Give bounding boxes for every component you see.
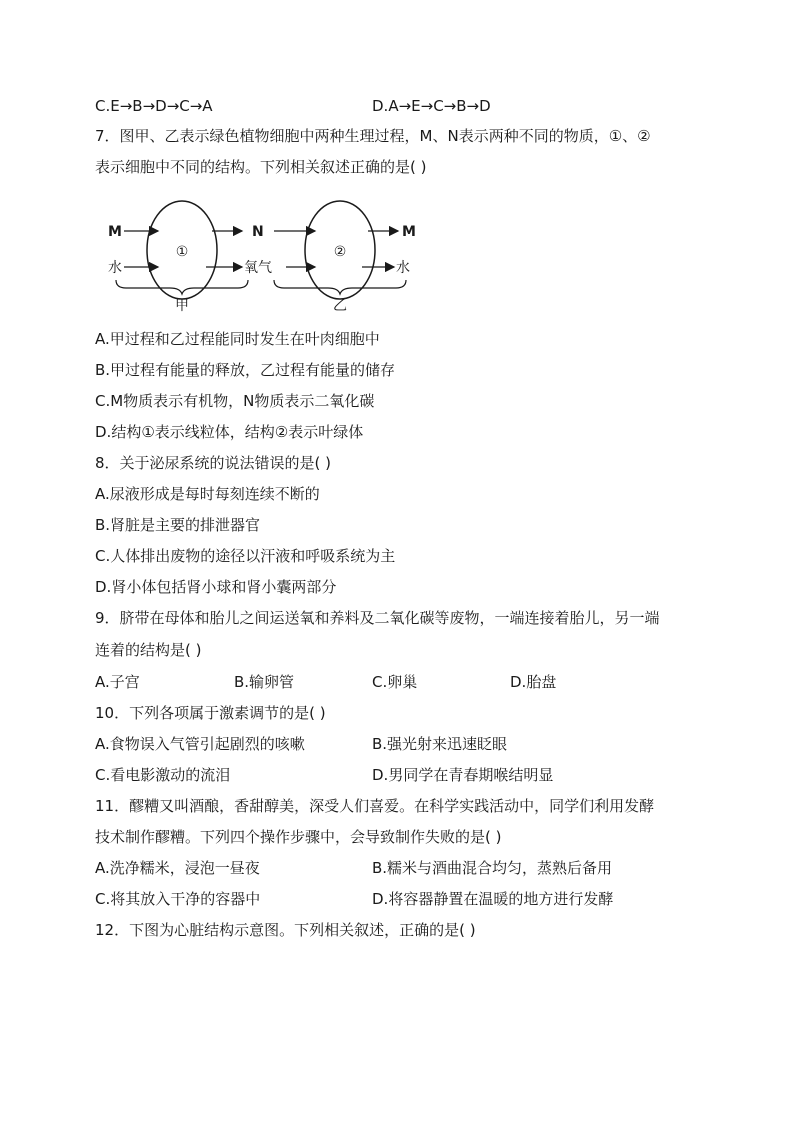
q9-option-b: B.输卵管 (234, 673, 295, 691)
q9-option-c: C.卵巢 (372, 673, 418, 691)
label-water-left: 水 (108, 260, 122, 276)
label-structure-2: ② (333, 244, 347, 260)
q11-stem-line1: 11．醪糟又叫酒酿，香甜醇美，深受人们喜爱。在科学实践活动中，同学们利用发酵 (95, 797, 655, 815)
q10-option-d: D.男同学在青春期喉结明显 (372, 766, 554, 784)
label-n: N (252, 224, 264, 240)
q8-stem: 8．关于泌尿系统的说法错误的是( ) (95, 454, 332, 472)
label-yi: 乙 (333, 298, 347, 314)
q9-option-a: A.子宫 (95, 673, 140, 691)
q10-stem: 10．下列各项属于激素调节的是( ) (95, 704, 326, 722)
q8-option-a: A.尿液形成是每时每刻连续不断的 (95, 485, 320, 503)
label-m-right: M (402, 224, 416, 240)
q8-option-c: C.人体排出废物的途径以汗液和呼吸系统为主 (95, 547, 396, 565)
brace-yi (274, 280, 406, 294)
q10-option-c: C.看电影激动的流泪 (95, 766, 231, 784)
q10-option-b: B.强光射来迅速眨眼 (372, 735, 508, 753)
photosynthesis-respiration-diagram (100, 194, 430, 319)
q10-option-a: A.食物误入气管引起剧烈的咳嗽 (95, 735, 305, 753)
q7-option-b: B.甲过程有能量的释放，乙过程有能量的储存 (95, 361, 396, 379)
q8-option-d: D.肾小体包括肾小球和肾小囊两部分 (95, 578, 337, 596)
q11-option-d: D.将容器静置在温暖的地方进行发酵 (372, 890, 614, 908)
q9-option-d: D.胎盘 (510, 673, 557, 691)
q7-option-c: C.M物质表示有机物，N物质表示二氧化碳 (95, 392, 375, 410)
q7-stem-line2: 表示细胞中不同的结构。下列相关叙述正确的是( ) (95, 158, 427, 176)
q6-option-d: D.A→E→C→B→D (372, 97, 491, 115)
label-water-right: 水 (396, 260, 410, 276)
q9-stem-line1: 9．脐带在母体和胎儿之间运送氧和养料及二氧化碳等废物，一端连接着胎儿，另一端 (95, 609, 660, 627)
q11-option-c: C.将其放入干净的容器中 (95, 890, 261, 908)
label-m-left: M (108, 224, 122, 240)
label-jia: 甲 (175, 298, 189, 314)
q7-option-a: A.甲过程和乙过程能同时发生在叶肉细胞中 (95, 330, 380, 348)
q12-stem: 12．下图为心脏结构示意图。下列相关叙述，正确的是( ) (95, 921, 476, 939)
q9-stem-line2: 连着的结构是( ) (95, 641, 202, 659)
q7-stem-line1: 7．图甲、乙表示绿色植物细胞中两种生理过程，M、N表示两种不同的物质，①、② (95, 127, 651, 145)
q11-stem-line2: 技术制作醪糟。下列四个操作步骤中，会导致制作失败的是( ) (95, 828, 502, 846)
brace-jia (116, 280, 248, 294)
q6-option-c: C.E→B→D→C→A (95, 97, 213, 115)
q8-option-b: B.肾脏是主要的排泄器官 (95, 516, 261, 534)
q11-option-b: B.糯米与酒曲混合均匀，蒸熟后备用 (372, 859, 613, 877)
label-oxygen: 氧气 (244, 260, 272, 276)
q11-option-a: A.洗净糯米，浸泡一昼夜 (95, 859, 260, 877)
label-structure-1: ① (175, 244, 189, 260)
q7-option-d: D.结构①表示线粒体，结构②表示叶绿体 (95, 423, 364, 441)
